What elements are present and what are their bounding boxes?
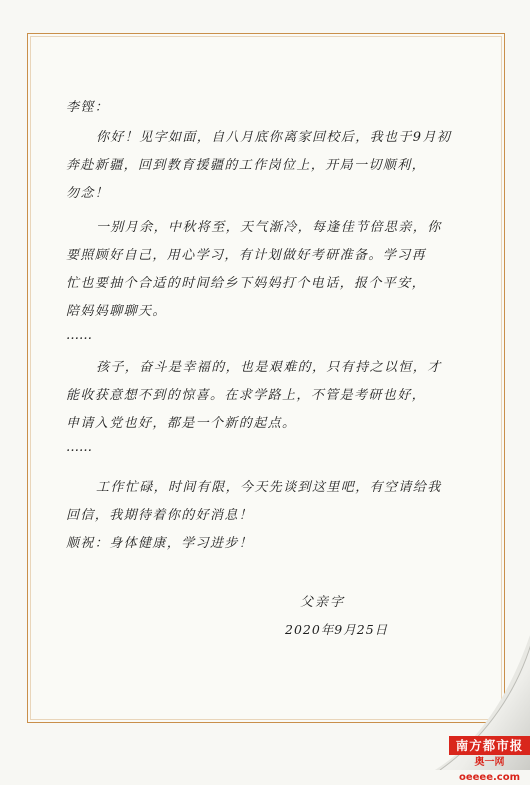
letter-line: 一别月余，中秋将至，天气渐冷，每逢佳节倍思亲，你 [96, 220, 442, 235]
letter-line: 申请入党也好，都是一个新的起点。 [66, 416, 297, 431]
letter-salutation: 李铿： [66, 100, 110, 115]
letter-line: 你好！见字如面，自八月底你离家回校后，我也于9月初 [96, 130, 452, 145]
letter-closing: 顺祝：身体健康，学习进步！ [66, 536, 254, 551]
logo-subtitle: 奥一网oeeee.com [458, 757, 520, 783]
ellipsis: …… [66, 440, 92, 455]
letter-line: 能收获意想不到的惊喜。在求学路上，不管是考研也好， [66, 388, 427, 403]
letter-signature: 父亲字 [300, 595, 346, 610]
letter-line: 忙也要抽个合适的时间给乡下妈妈打个电话，报个平安， [66, 276, 427, 291]
letter-line: 要照顾好自己，用心学习，有计划做好考研准备。学习再 [66, 248, 427, 263]
letter-line: 孩子，奋斗是幸福的，也是艰难的，只有持之以恒，才 [96, 360, 442, 375]
logo-title: 南方都市报 [449, 736, 530, 755]
letter-date: 2020年9月25日 [285, 622, 389, 637]
ellipsis: …… [66, 328, 92, 343]
letter-line: 陪妈妈聊聊天。 [66, 304, 167, 319]
letter-line: 工作忙碌，时间有限，今天先谈到这里吧，有空请给我 [96, 480, 442, 495]
letter-line: 奔赴新疆，回到教育援疆的工作岗位上，开局一切顺利， [66, 158, 427, 173]
letter-line: 勿念！ [66, 186, 110, 201]
newspaper-logo [449, 736, 530, 783]
letter-line: 回信，我期待着你的好消息！ [66, 508, 254, 523]
